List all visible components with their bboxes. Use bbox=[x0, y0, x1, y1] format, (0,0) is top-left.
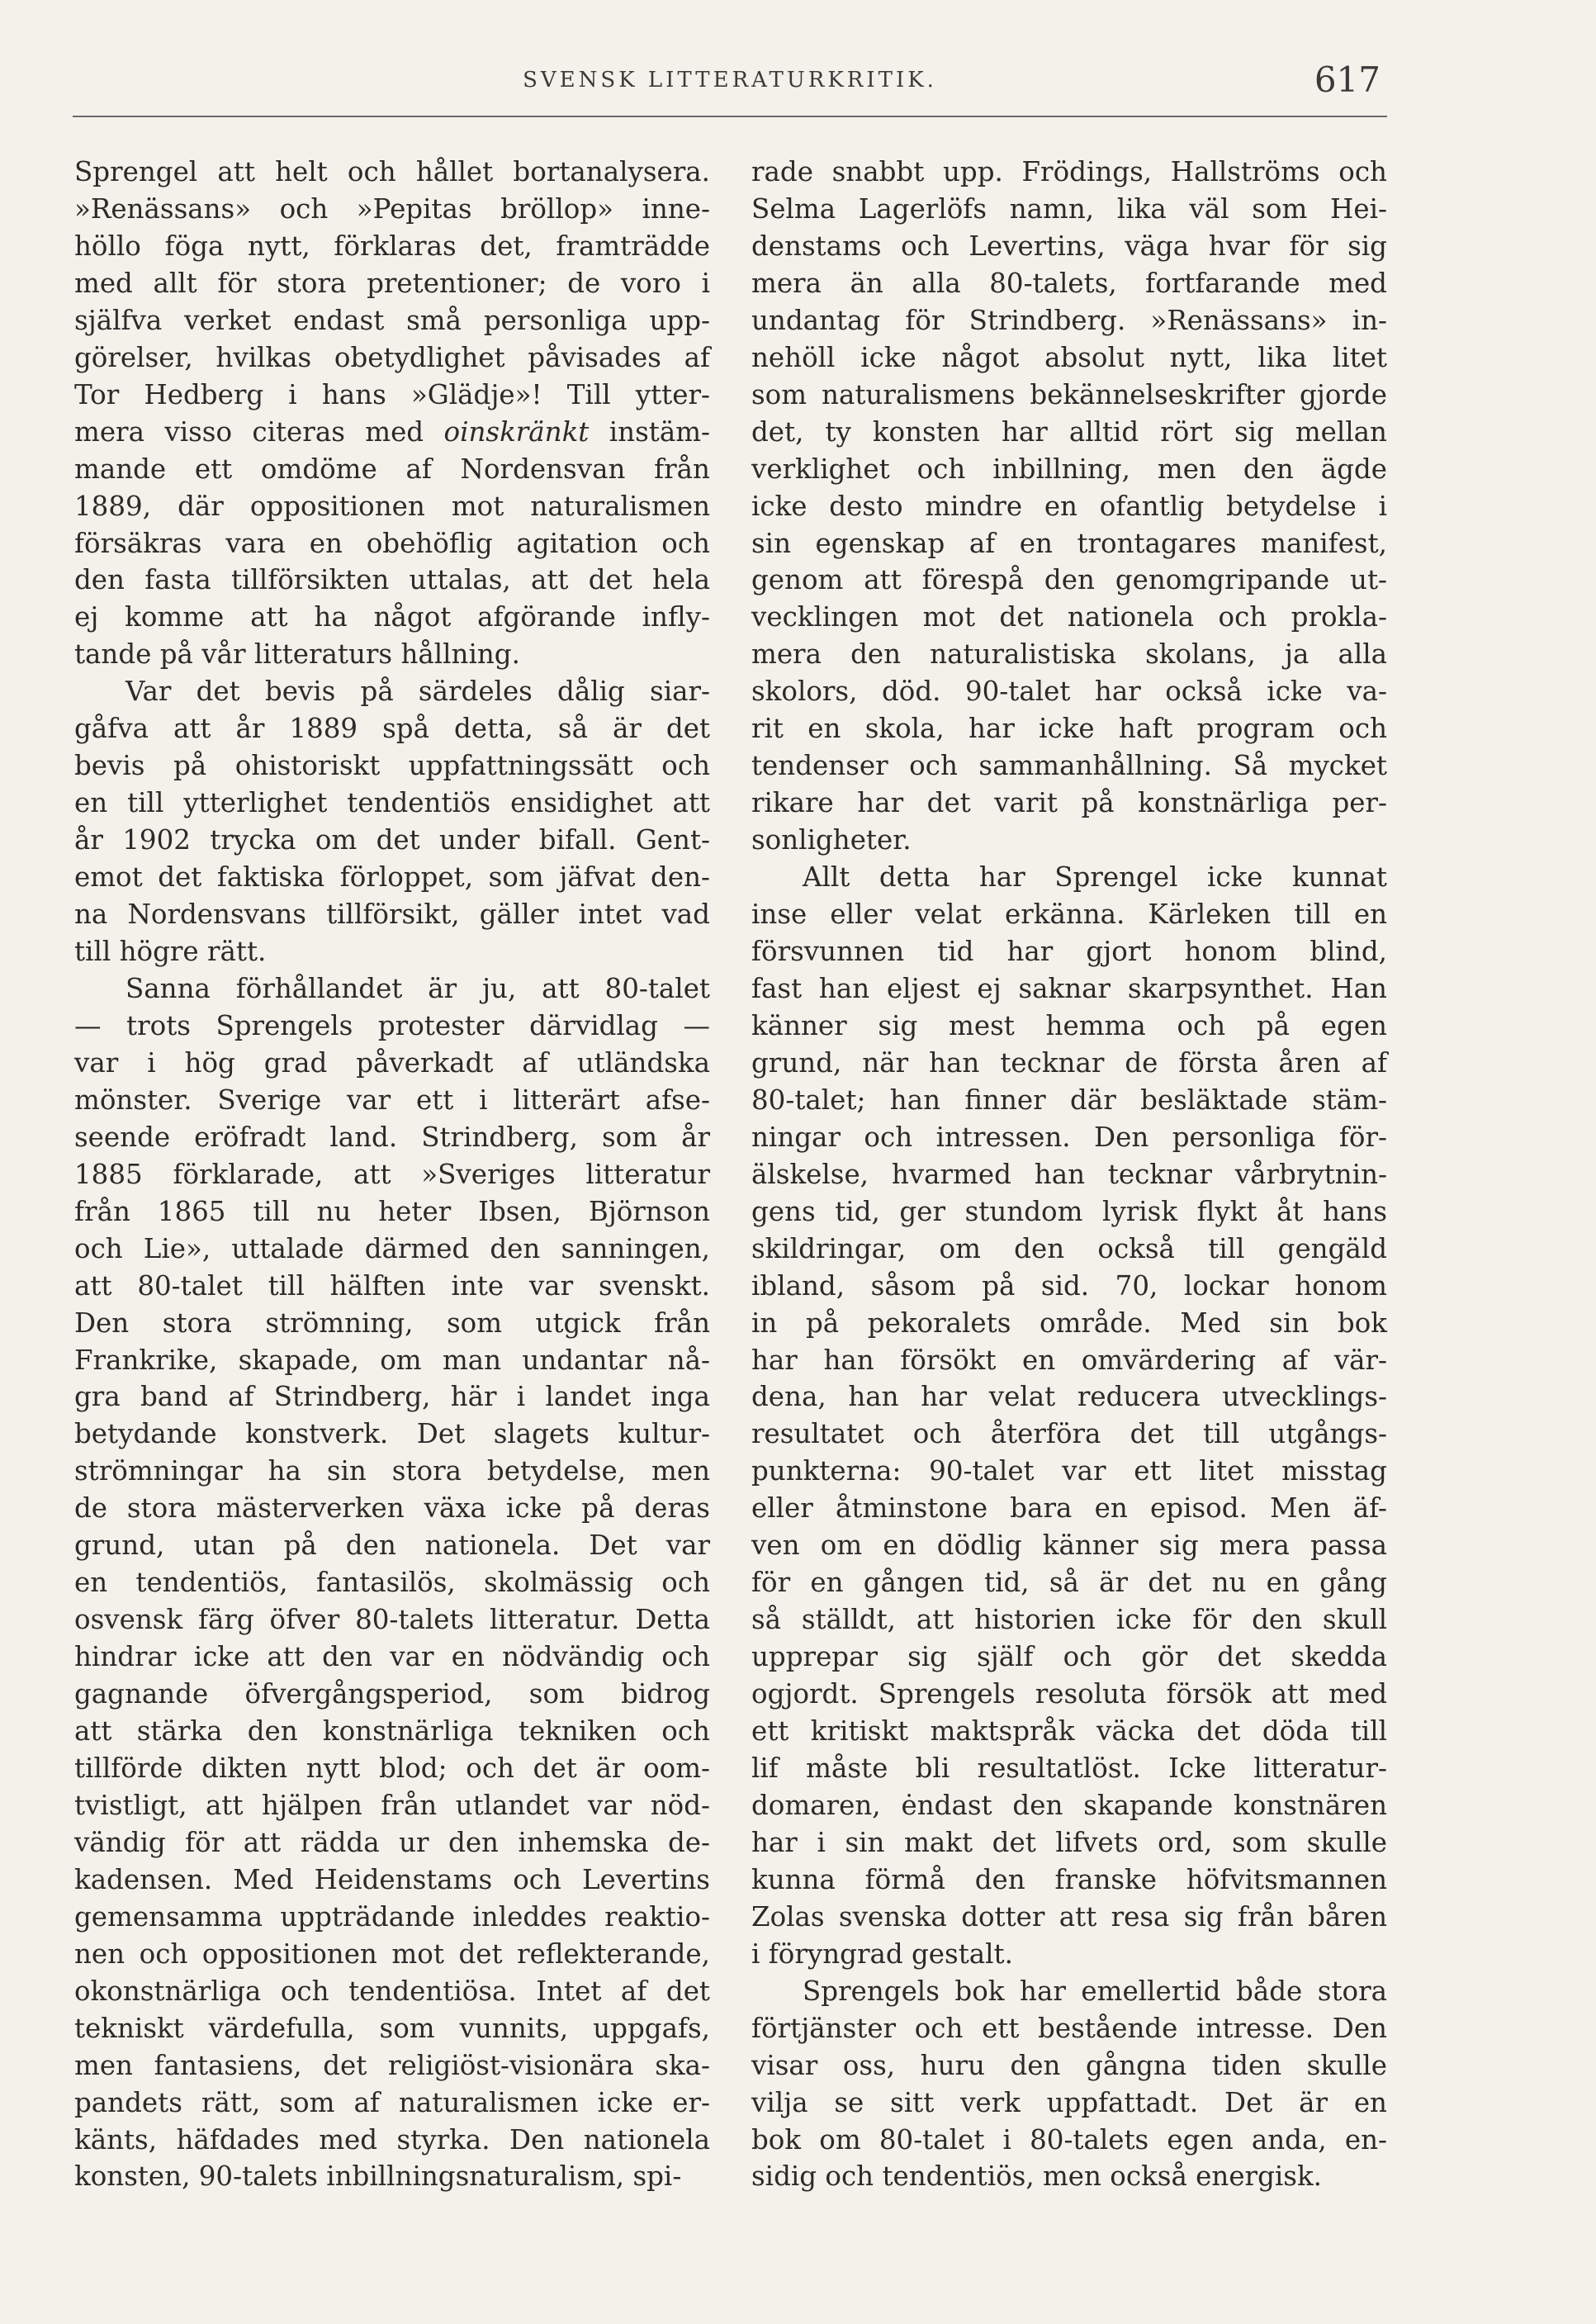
text-line: fast han eljest ej saknar skarpsynthet. Han bbox=[751, 972, 1387, 1004]
right-text-column bbox=[751, 154, 1387, 2195]
text-line: Tor Hedberg i hans »Glädje»! Till ytter- bbox=[74, 378, 710, 410]
text-line: rade snabbt upp. Frödings, Hallströms och bbox=[751, 156, 1387, 187]
text-line: rikare har det varit på konstnärliga per- bbox=[751, 787, 1387, 819]
text-line: de stora mästerverken växa icke på deras bbox=[74, 1492, 710, 1525]
text-line: att stärka den konstnärliga tekniken och bbox=[74, 1715, 710, 1748]
paragraph bbox=[751, 859, 1387, 1973]
text-line: tekniskt värdefulla, som vunnits, uppgafs, bbox=[74, 2012, 710, 2044]
text-line: en tendentiös, fantasilös, skolmässig och bbox=[74, 1567, 710, 1599]
text-line: rit en skola, har icke haft program och bbox=[751, 713, 1387, 745]
text-line: så ställdt, att historien icke för den skull bbox=[751, 1604, 1387, 1636]
text-line: Sanna förhållandet är ju, att 80-talet bbox=[126, 972, 710, 1004]
text-line: var i hög grad påverkadt af utländska bbox=[74, 1046, 710, 1079]
text-line: det, ty konsten har alltid rört sig mellan bbox=[751, 415, 1387, 448]
text-line: undantag för Strindberg. »Renässans» in- bbox=[751, 304, 1387, 336]
text-line: känner sig mest hemma och på egen bbox=[751, 1009, 1387, 1041]
text-line: denstams och Levertins, väga hvar för sig bbox=[751, 230, 1387, 262]
text-line: mera visso citeras med oinskränkt instäm- bbox=[74, 415, 710, 448]
text-line: till högre rätt. bbox=[74, 936, 267, 968]
text-line: från 1865 till nu heter Ibsen, Björnson bbox=[74, 1195, 710, 1227]
text-line: dena, han har velat reducera utvecklings- bbox=[751, 1381, 1387, 1413]
text-line: skolors, död. 90-talet har också icke va- bbox=[751, 676, 1387, 708]
text-line: vändig för att rädda ur den inhemska de- bbox=[74, 1826, 710, 1858]
text-line: upprepar sig själf och gör det skedda bbox=[751, 1641, 1387, 1673]
text-line: nen och oppositionen mot det reflekterande, bbox=[74, 1937, 710, 1970]
page-number: 617 bbox=[1314, 59, 1381, 100]
text-line: tvistligt, att hjälpen från utlandet var nöd- bbox=[74, 1789, 710, 1821]
text-line: Sprengel att helt och hållet bortanalysera. bbox=[74, 156, 710, 187]
text-line: genom att förespå den genomgripande ut- bbox=[751, 564, 1387, 596]
text-line: själfva verket endast små personliga upp- bbox=[74, 304, 710, 336]
text-line: höllo föga nytt, förklaras det, framträdde bbox=[74, 230, 710, 262]
text-line: att 80-talet till hälften inte var svenskt. bbox=[74, 1269, 710, 1302]
text-line: den fasta tillförsikten uttalas, att det hela bbox=[74, 564, 710, 596]
page-header bbox=[73, 50, 1387, 117]
text-line: vecklingen mot det nationela och prokla- bbox=[751, 601, 1387, 633]
paragraph bbox=[751, 1973, 1387, 2196]
text-line: nehöll icke något absolut nytt, lika litet bbox=[751, 341, 1387, 373]
text-line: mönster. Sverige var ett i litterärt afse- bbox=[74, 1084, 710, 1116]
text-line: i föryngrad gestalt. bbox=[751, 1937, 1013, 1970]
text-line: tande på vår litteraturs hållning. bbox=[74, 638, 520, 671]
text-line: konsten, 90-talets inbillningsnaturalism, spi- bbox=[74, 2160, 682, 2193]
text-line: betydande konstverk. Det slagets kultur- bbox=[74, 1418, 710, 1450]
text-line: icke desto mindre en ofantlig betydelse i bbox=[751, 490, 1387, 522]
text-line: Sprengels bok har emellertid både stora bbox=[803, 1975, 1387, 2007]
text-line: men fantasiens, det religiöst-visionära ska- bbox=[74, 2049, 710, 2081]
text-line: ej komme att ha något afgörande infly- bbox=[74, 601, 710, 633]
text-line: Allt detta har Sprengel icke kunnat bbox=[803, 861, 1387, 894]
text-line: med allt för stora pretentioner; de voro i bbox=[74, 267, 710, 299]
text-line: sonligheter. bbox=[751, 824, 912, 856]
text-line: en till ytterlighet tendentiös ensidighet att bbox=[74, 787, 710, 819]
text-line: och Lie», uttalade därmed den sanningen, bbox=[74, 1232, 710, 1264]
text-line: kadensen. Med Heidenstams och Levertins bbox=[74, 1863, 710, 1895]
text-line: in på pekoralets område. Med sin bok bbox=[751, 1307, 1387, 1339]
text-line: 80-talet; han finner där besläktade stäm- bbox=[751, 1084, 1387, 1116]
text-line: bevis på ohistoriskt uppfattningssätt och bbox=[74, 750, 710, 782]
running-title: SVENSK LITTERATURKRITIK. bbox=[523, 68, 937, 92]
text-line: har han försökt en omvärdering af vär- bbox=[751, 1344, 1387, 1376]
text-line: gagnande öfvergångsperiod, som bidrog bbox=[74, 1678, 710, 1710]
text-line: Den stora strömning, som utgick från bbox=[74, 1307, 710, 1339]
text-line: Var det bevis på särdeles dålig siar- bbox=[126, 676, 710, 708]
text-line: tendenser och sammanhållning. Så mycket bbox=[751, 750, 1387, 782]
text-line: vilja se sitt verk uppfattadt. Det är en bbox=[751, 2086, 1387, 2118]
text-line: gra band af Strindberg, här i landet inga bbox=[74, 1381, 710, 1413]
text-line: »Renässans» och »Pepitas bröllop» inne- bbox=[74, 192, 710, 225]
paragraph bbox=[751, 154, 1387, 859]
text-line: skildringar, om den också till gengäld bbox=[751, 1232, 1387, 1264]
text-line: osvensk färg öfver 80-talets litteratur. Detta bbox=[74, 1604, 710, 1636]
text-line: försäkras vara en obehöflig agitation och bbox=[74, 527, 710, 559]
text-line: som naturalismens bekännelseskrifter gjorde bbox=[751, 378, 1387, 410]
text-line: sin egenskap af en trontagares manifest, bbox=[751, 527, 1387, 559]
text-line: gens tid, ger stundom lyrisk flykt åt hans bbox=[751, 1195, 1387, 1227]
text-line: tillförde dikten nytt blod; och det är oom- bbox=[74, 1752, 710, 1784]
text-line: kunna förmå den franske höfvitsmannen bbox=[751, 1863, 1387, 1895]
text-line: verklighet och inbillning, men den ägde bbox=[751, 453, 1387, 485]
text-line: görelser, hvilkas obetydlighet påvisades af bbox=[74, 341, 710, 373]
text-line: strömningar ha sin stora betydelse, men bbox=[74, 1455, 710, 1487]
text-line: 1885 förklarade, att »Sveriges litteratur bbox=[74, 1158, 710, 1190]
text-line: na Nordensvans tillförsikt, gäller intet vad bbox=[74, 899, 710, 931]
text-line: ibland, såsom på sid. 70, lockar honom bbox=[751, 1269, 1387, 1302]
text-line: ningar och intressen. Den personliga för- bbox=[751, 1121, 1387, 1153]
text-line: grund, när han tecknar de första åren af bbox=[751, 1046, 1387, 1079]
text-line: domaren, ėndast den skapande konstnären bbox=[751, 1789, 1387, 1821]
text-line: Frankrike, skapade, om man undantar nå- bbox=[74, 1344, 710, 1376]
left-text-column bbox=[74, 154, 710, 2195]
text-line: mera den naturalistiska skolans, ja alla bbox=[751, 638, 1387, 671]
text-line: — trots Sprengels protester därvidlag — bbox=[74, 1009, 710, 1041]
text-line: eller åtminstone bara en episod. Men äf- bbox=[751, 1492, 1387, 1525]
text-line: älskelse, hvarmed han tecknar vårbrytnin- bbox=[751, 1158, 1387, 1190]
text-line: har i sin makt det lifvets ord, som skulle bbox=[751, 1826, 1387, 1858]
paragraph bbox=[74, 673, 710, 970]
text-line: inse eller velat erkänna. Kärleken till en bbox=[751, 899, 1387, 931]
text-line: för en gången tid, så är det nu en gång bbox=[751, 1567, 1387, 1599]
text-line: lif måste bli resultatlöst. Icke litteratur- bbox=[751, 1752, 1387, 1784]
text-line: mande ett omdöme af Nordensvan från bbox=[74, 453, 710, 485]
text-line: visar oss, huru den gångna tiden skulle bbox=[751, 2049, 1387, 2081]
paragraph bbox=[74, 154, 710, 673]
text-line: gåfva att år 1889 spå detta, så är det bbox=[74, 713, 710, 745]
text-line: Zolas svenska dotter att resa sig från båren bbox=[751, 1900, 1387, 1933]
text-line: seende eröfradt land. Strindberg, som år bbox=[74, 1121, 710, 1153]
text-line: emot det faktiska förloppet, som jäfvat den- bbox=[74, 861, 710, 894]
text-line: Selma Lagerlöfs namn, lika väl som Hei- bbox=[751, 192, 1387, 225]
text-line: känts, häfdades med styrka. Den nationela bbox=[74, 2123, 710, 2156]
text-line: förtjänster och ett bestående intresse. Den bbox=[751, 2012, 1387, 2044]
text-line: ett kritiskt maktspråk väcka det döda till bbox=[751, 1715, 1387, 1748]
text-line: hindrar icke att den var en nödvändig och bbox=[74, 1641, 710, 1673]
text-line: okonstnärliga och tendentiösa. Intet af det bbox=[74, 1975, 710, 2007]
text-line: pandets rätt, som af naturalismen icke er- bbox=[74, 2086, 710, 2118]
text-line: bok om 80-talet i 80-talets egen anda, en- bbox=[751, 2123, 1387, 2156]
text-line: resultatet och återföra det till utgångs- bbox=[751, 1418, 1387, 1450]
text-line: gemensamma uppträdande inleddes reaktio- bbox=[74, 1900, 710, 1933]
text-line: punkterna: 90-talet var ett litet misstag bbox=[751, 1455, 1387, 1487]
text-line: år 1902 trycka om det under bifall. Gent- bbox=[74, 824, 710, 856]
text-line: mera än alla 80-talets, fortfarande med bbox=[751, 267, 1387, 299]
text-line: grund, utan på den nationela. Det var bbox=[74, 1530, 710, 1562]
text-line: 1889, där oppositionen mot naturalismen bbox=[74, 490, 710, 522]
text-line: sidig och tendentiös, men också energisk. bbox=[751, 2160, 1322, 2193]
text-line: försvunnen tid har gjort honom blind, bbox=[751, 936, 1387, 968]
text-line: ven om en dödlig känner sig mera passa bbox=[751, 1530, 1387, 1562]
paragraph bbox=[74, 970, 710, 2195]
text-line: ogjordt. Sprengels resoluta försök att med bbox=[751, 1678, 1387, 1710]
